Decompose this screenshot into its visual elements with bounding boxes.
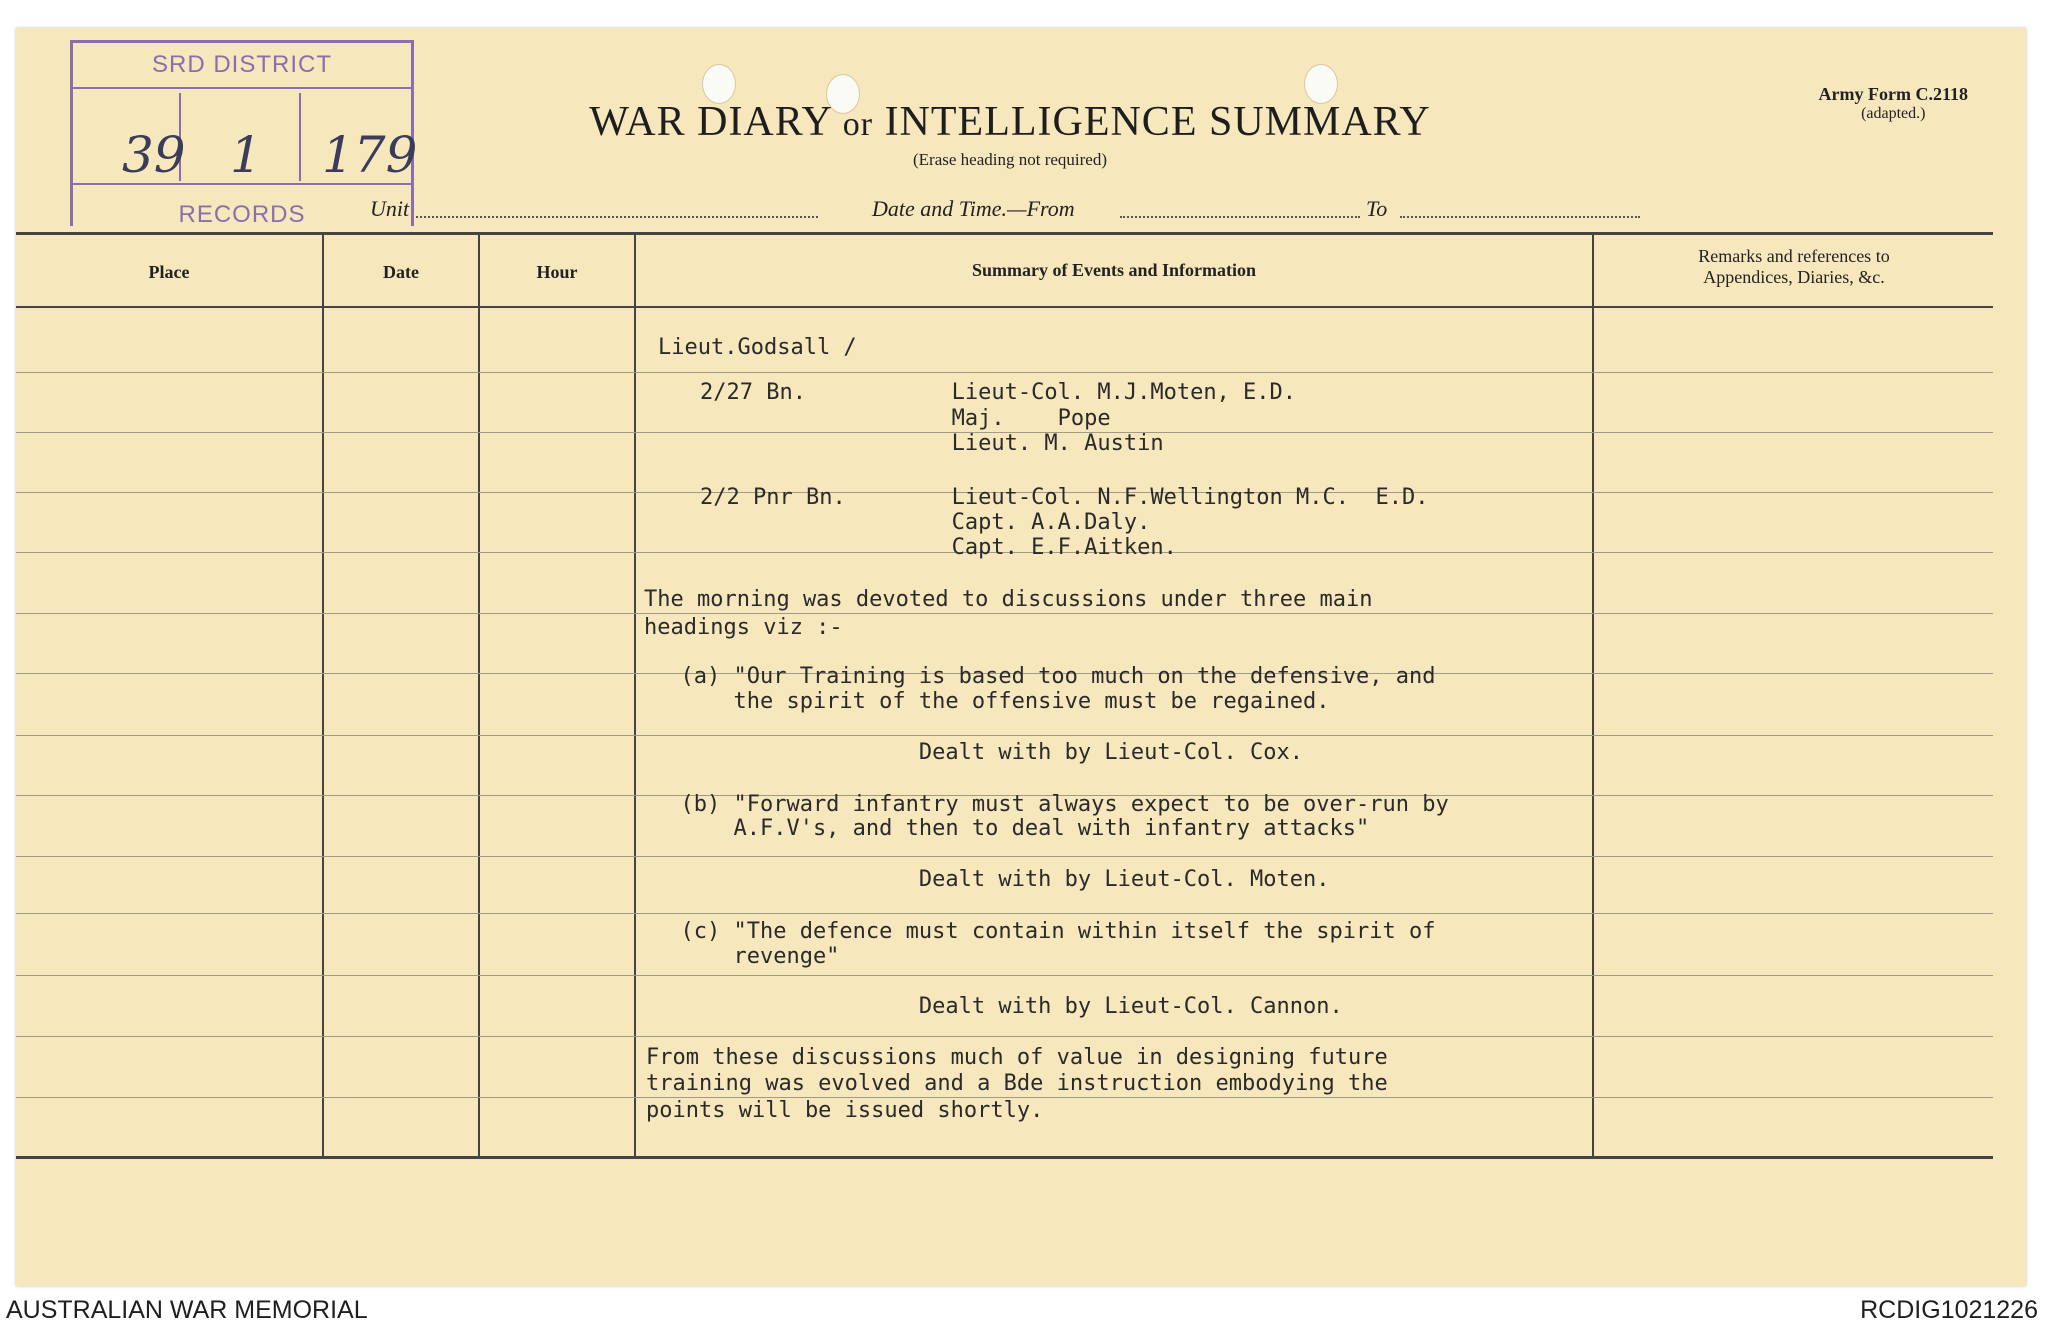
remarks-header-line-2: Appendices, Diaries, &c. [1703, 267, 1885, 287]
column-header-remarks [1594, 246, 1994, 288]
date-from-field-line [1120, 216, 1360, 218]
ruled-line [16, 613, 1993, 614]
entry-line: Capt. A.A.Daly. [700, 510, 1151, 535]
entry-line: Lieut. M. Austin [700, 431, 1164, 456]
entry-line: Dealt with by Lieut-Col. Cox. [654, 740, 1304, 765]
stamp-bottom-text: RECORDS [73, 201, 411, 229]
stamp-number-2: 1 [230, 126, 262, 184]
ruled-line [16, 372, 1993, 373]
army-form-number: Army Form C.2118 [1818, 84, 1968, 104]
form-subtitle: (Erase heading not required) [913, 150, 1107, 169]
ruled-line [16, 1036, 1993, 1037]
entry-line: revenge" [654, 944, 840, 969]
entry-line: (a) "Our Training is based too much on the defensive, and [654, 664, 1436, 689]
title-war-diary: WAR DIARY [589, 99, 832, 145]
entry-line: 2/2 Pnr Bn. Lieut-Col. N.F.Wellington M.C. E.D. [700, 485, 1429, 510]
ruled-line [16, 913, 1993, 914]
stamp-divider [299, 93, 301, 181]
entry-line: points will be issued shortly. [646, 1098, 1044, 1123]
column-divider [322, 232, 324, 1158]
column-header-place: Place [148, 262, 190, 282]
date-to-label: To [1366, 196, 1388, 221]
entry-line: the spirit of the offensive must be regained. [654, 689, 1330, 714]
entry-line: (b) "Forward infantry must always expect to be over-run by [654, 792, 1449, 817]
footer-archive-name: AUSTRALIAN WAR MEMORIAL [6, 1296, 368, 1324]
remarks-header-line-1: Remarks and references to [1698, 246, 1890, 266]
stamp-number-3: 179 [322, 126, 418, 184]
army-form-adapted: (adapted.) [1861, 105, 1926, 122]
entry-line: training was evolved and a Bde instruction embodying the [646, 1071, 1388, 1096]
stamp-divider [73, 87, 411, 89]
entry-line: A.F.V's, and then to deal with infantry attacks" [654, 816, 1370, 841]
stamp-top-text: SRD DISTRICT [152, 51, 332, 78]
unit-label: Unit [370, 196, 410, 221]
ruled-line [16, 856, 1993, 857]
entry-line: Dealt with by Lieut-Col. Moten. [654, 867, 1330, 892]
entry-line: (c) "The defence must contain within itself the spirit of [654, 919, 1436, 944]
ruled-line [16, 735, 1993, 736]
table-bottom-rule [16, 1156, 1993, 1159]
ruled-line [16, 975, 1993, 976]
entry-line: Capt. E.F.Aitken. [700, 535, 1177, 560]
entry-line: Maj. Pope [700, 406, 1111, 431]
column-divider [478, 232, 480, 1158]
table-header-rule [16, 306, 1993, 308]
column-divider [1592, 232, 1594, 1158]
column-divider [634, 232, 636, 1158]
stamp-number-1: 39 [122, 126, 186, 184]
entry-line: The morning was devoted to discussions under three main [644, 587, 1373, 612]
footer-record-id: RCDIG1021226 [1860, 1296, 2038, 1324]
date-from-label: Date and Time.—From [872, 196, 1075, 221]
date-to-field-line [1400, 216, 1640, 218]
title-or: or [842, 106, 874, 143]
unit-field-line [416, 216, 818, 218]
entry-line: 2/27 Bn. Lieut-Col. M.J.Moten, E.D. [700, 380, 1297, 405]
title-intelligence-summary: INTELLIGENCE SUMMARY [884, 99, 1431, 145]
entry-line: Dealt with by Lieut-Col. Cannon. [654, 994, 1343, 1019]
entry-line: From these discussions much of value in designing future [646, 1045, 1388, 1070]
column-header-date: Date [383, 262, 419, 282]
entry-line: headings viz :- [644, 615, 843, 640]
form-title [570, 98, 1450, 146]
entry-line: Lieut.Godsall / [658, 335, 857, 360]
column-header-hour: Hour [536, 262, 578, 282]
army-form-label [1819, 84, 1968, 123]
table-top-rule [16, 232, 1993, 235]
column-header-summary: Summary of Events and Information [971, 260, 1257, 280]
